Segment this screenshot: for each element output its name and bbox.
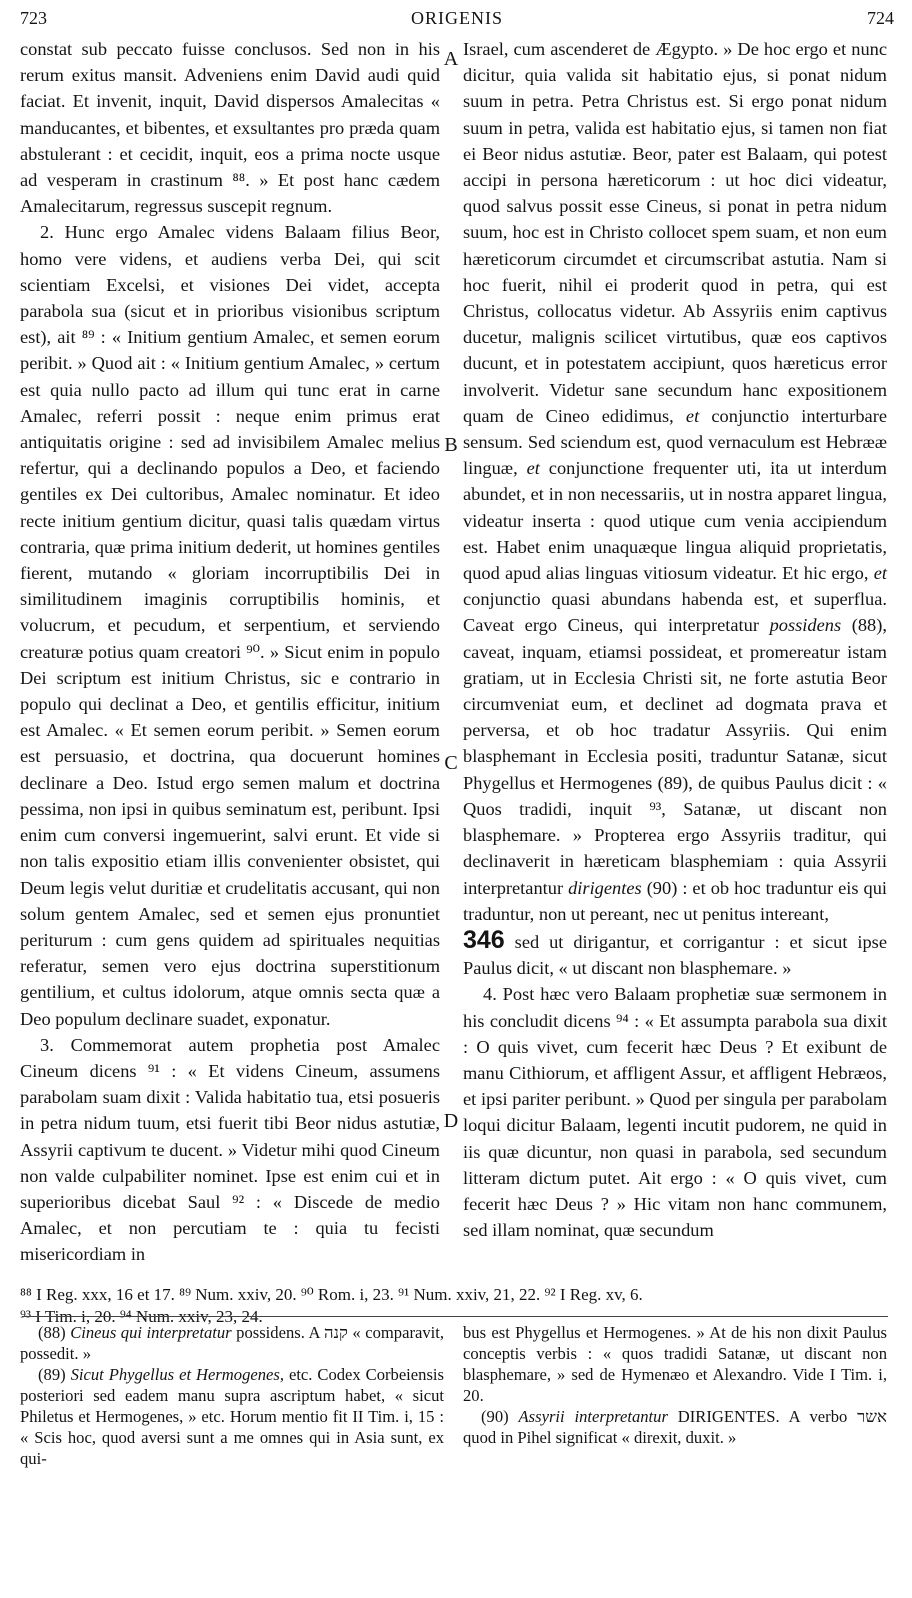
- text-run: (88), caveat, inquam, etiamsi possideat, et promereatur istam gratiam, ut in Ecclesia Christi sit, ne forte astutia Beor circumveniat eum, et declinet ad dogmata prava et perversa, et ob hoc tradatur Assyriis. Qui enim blasphemant in Ecclesia positi, traduntur Satanæ, sicut Phygellus et Hermogenes (89), de quibus Paulus dicit : « Quos tradidi, inquit ⁹³, Satanæ, ut discant non blasphemare. » Propterea ergo Assyriis traditur, qui declinaverit in hæreticam blasphemiam : quia Assyrii interpretantur: [463, 615, 887, 898]
- footnote-89: [20, 1364, 444, 1469]
- margin-marker-a: A: [443, 48, 459, 70]
- italic-et: et: [685, 405, 700, 426]
- left-paragraph-1: constat sub peccato fuisse conclusos. Sed non in his rerum exitus mansit. Adveniens enim David audi quid faciat. Et invenit, inquit, David dispersos Amalecitas « manducantes, et bibentes, et exsultantes pro præda quam abstulerant : et cecidit, inquit, eos a prima nocte usque ad vesperam in crastinum ⁸⁸. » Et post hanc cædem Amalecitarum, regressus suscepit regnum.: [20, 39, 440, 217]
- italic-et: et: [873, 563, 887, 584]
- footnote-89-continued: bus est Phygellus et Hermogenes. » At de his non dixit Paulus conceptis verbis : « quos tradidi Satanæ, ut discant non blasphemare, » sed de Hymenæo et Alexandro. Vide I Tim. i, 20.: [463, 1323, 887, 1405]
- column-number: 346: [463, 925, 505, 954]
- text-run: conjunctio quasi abundans habenda est, et superflua. Caveat ergo Cineus, qui interpretatur: [463, 589, 887, 636]
- right-column: [463, 36, 887, 1243]
- reference-line-1: ⁸⁸ I Reg. xxx, 16 et 17. ⁸⁹ Num. xxiv, 20. ⁹⁰ Rom. i, 23. ⁹¹ Num. xxiv, 21, 22. ⁹² I Reg. xv, 6.: [20, 1285, 643, 1304]
- footnote-lemma: Sicut Phygellus et Hermogenes,: [70, 1365, 285, 1384]
- italic-dirigentes: dirigentes: [568, 877, 642, 898]
- right-paragraph-1: [463, 36, 887, 981]
- text-run: Israel, cum ascenderet de Ægypto. » De hoc ergo et nunc dicitur, quia valida sit habitatio ejus, si ponat nidum suum in petra. Petra Christus est. Si ergo ponat nidum suum in petra, valida est habitatio ejus, si tamen non fiat ei Beor nidus astutiæ. Beor, pater est Balaam, qui potest accipi in persona hæreticorum : ut hoc dici videatur, quod salvus possit esse Cineus, si ponat in petra nidum suum, hoc est in Christo collocet spem suam, et non eum hæreticorum circumdet et circumscribat astutia. Nam si hoc fuerit, nihil ei proderit quod in petra, qui est Christus, collocatus videtur. Ab Assyriis enim captivus ducetur, malignis scilicet virtutibus, quæ eos captivos ducunt, et in potestatem accipiunt, quos hæreticus error involverit. Videtur sane secundum hanc expositionem quam de Cineo edidimus,: [463, 39, 887, 426]
- italic-possidens: possidens: [769, 615, 842, 636]
- footnotes-left: [20, 1322, 444, 1469]
- page-number-right: 724: [867, 8, 894, 28]
- footnotes-right: [463, 1322, 887, 1448]
- footnote-text: etc. Codex Corbeiensis posteriori sed eadem manu supra ascriptum habet, « sicut Philetus et Hermogenes, » etc. Horum mentio fit II Tim. i, 15 : « Scis hoc, quod aversi sunt a me omnes qui in Asia sunt, ex qui-: [20, 1365, 444, 1468]
- footnote-text: possidens. A קנה « comparavit, possedit. »: [20, 1323, 444, 1363]
- text-run: conjunctio interturbare sensum. Sed sciendum est, quod vernaculum est Hebrææ linguæ,: [463, 405, 887, 479]
- left-paragraph-2: 2. Hunc ergo Amalec videns Balaam filius Beor, homo vere videns, et audiens verba Dei, qui scit scientiam Excelsi, et visiones Dei videt, accepta parabola sua (sicut et in prioribus visionibus scriptum est), ait ⁸⁹ : « Initium gentium Amalec, et semen eorum peribit. » Quod ait : « Initium gentium Amalec, » certum est quia nullo pacto ad illum qui tunc erat in carne Amalec, referri possit : neque enim primus erat antiquitatis origine : sed ad invisibilem Amalec melius refertur, qui a declinando populos a Deo, et faciendo gentiles ex Dei cultoribus, Amalec nominatur. Et ideo recte initium gentium dicitur, quasi talis quædam virtus contraria, quæ prima initium dederit, ut homines gentiles fierent, mutando « gloriam incorruptibilis Dei in similitudinem imaginis corruptibilis hominis, et volucrum, et pecudum, et serpentium, et serviendo creaturæ potius quam creatori ⁹⁰. » Sicut enim in populo Dei scriptum est initium Christus, sic e contrario in populo qui declinat a Deo, et gentilis efficitur, initium est Amalec. « Et semen eorum peribit. » Semen eorum est persuasio, et doctrina, qua docuerunt homines declinare a Deo. Istud ergo semen malum et doctrina pessima, non ipsi in quibus seminatum est, peribunt. Ipsi enim cum conversi ingemuerint, salvi erunt. Et vide si non talis expositio etiam illis convenienter obsistet, qui Deum legis velut duritiæ et crudelitatis accusant, qui non solum gentem Amalec, sed et semen ejus pronuntiet periturum : cum gens quidem ad spirituales nequitias referatur, semen vero ejus doctrina superstitionum gentilium, et cultus idolorum, atque omnis secta quæ a Deo populum declinare suadet, exponatur.: [20, 222, 440, 1029]
- text-run: (90) : et ob hoc traduntur eis qui traduntur, non ut pereant, nec ut penitus intereant,: [463, 877, 887, 924]
- text-run: conjunctione frequenter uti, ita ut interdum abundet, et in non necessariis, ut in nostra apparet lingua, videatur inserta : quod utique cum venia accipiendum est. Habet enim unaquæque lingua aliquid proprietatis, quod apud alias linguas vitiosum videatur. Et hic ergo,: [463, 458, 887, 584]
- footnote-90: [463, 1406, 887, 1448]
- page-number-left: 723: [20, 8, 47, 28]
- footnote-lemma: Assyrii interpretantur: [518, 1407, 668, 1426]
- page-header: [20, 8, 894, 34]
- margin-marker-b: B: [444, 434, 458, 456]
- italic-et: et: [526, 458, 540, 479]
- text-run: sed ut dirigantur, et corrigantur : et sicut ipse Paulus dicit, « ut discant non blasphemare. »: [463, 931, 887, 979]
- footnote-text: DIRIGENTES. A verbo אשר quod in Pihel significat « direxit, duxit. »: [463, 1407, 888, 1447]
- right-paragraph-2: 4. Post hæc vero Balaam prophetiæ suæ sermonem in his concludit dicens ⁹⁴ : « Et assumpta parabola sua dixit : O quis vivet, cum fecerit hæc Deus ? Et exibunt de manu Cithiorum, et affligent Assur, et affligent Hebræos, et ipsi pariter peribunt. » Quod per singula per parabolam loqui dicitur Balaam, legenti incutit pudorem, ne quid in iis quæ dicuntur, non quasi in parabola, sed secundum litteram dictum putet. Ait ergo : « O quis vivet, cum fecerit hæc Deus ? » Hic vitam non hanc communem, sed illam nominat, quæ secundum: [463, 984, 887, 1241]
- footnote-divider: [22, 1316, 888, 1317]
- footnote-88: [20, 1322, 444, 1364]
- left-column: [20, 36, 440, 1268]
- margin-marker-d: D: [443, 1110, 459, 1132]
- running-title: ORIGENIS: [411, 8, 503, 28]
- footnote-number: (90): [481, 1407, 509, 1426]
- footnote-number: (88): [38, 1323, 66, 1342]
- left-paragraph-3: 3. Commemorat autem prophetia post Amalec Cineum dicens ⁹¹ : « Et videns Cineum, assumens parabolam suam dixit : Valida habitatio tua, etsi posueris in petra nidum tuum, etsi fuerit tibi Beor nidus astutiæ, Assyrii captivum te ducent. » Videtur mihi quod Cineum non valde culpabiliter nominet. Ipse est enim cui et in superioribus dicebat Saul ⁹² : « Discede de medio Amalec, et non percutiam te : quia tu fecisti misericordiam in: [20, 1034, 440, 1265]
- reference-line-2: ⁹³ I Tim. i, 20. ⁹⁴ Num. xxiv, 23, 24.: [20, 1307, 263, 1326]
- footnote-lemma: Cineus qui interpretatur: [70, 1323, 232, 1342]
- margin-marker-c: C: [444, 752, 458, 774]
- footnote-number: (89): [38, 1365, 66, 1384]
